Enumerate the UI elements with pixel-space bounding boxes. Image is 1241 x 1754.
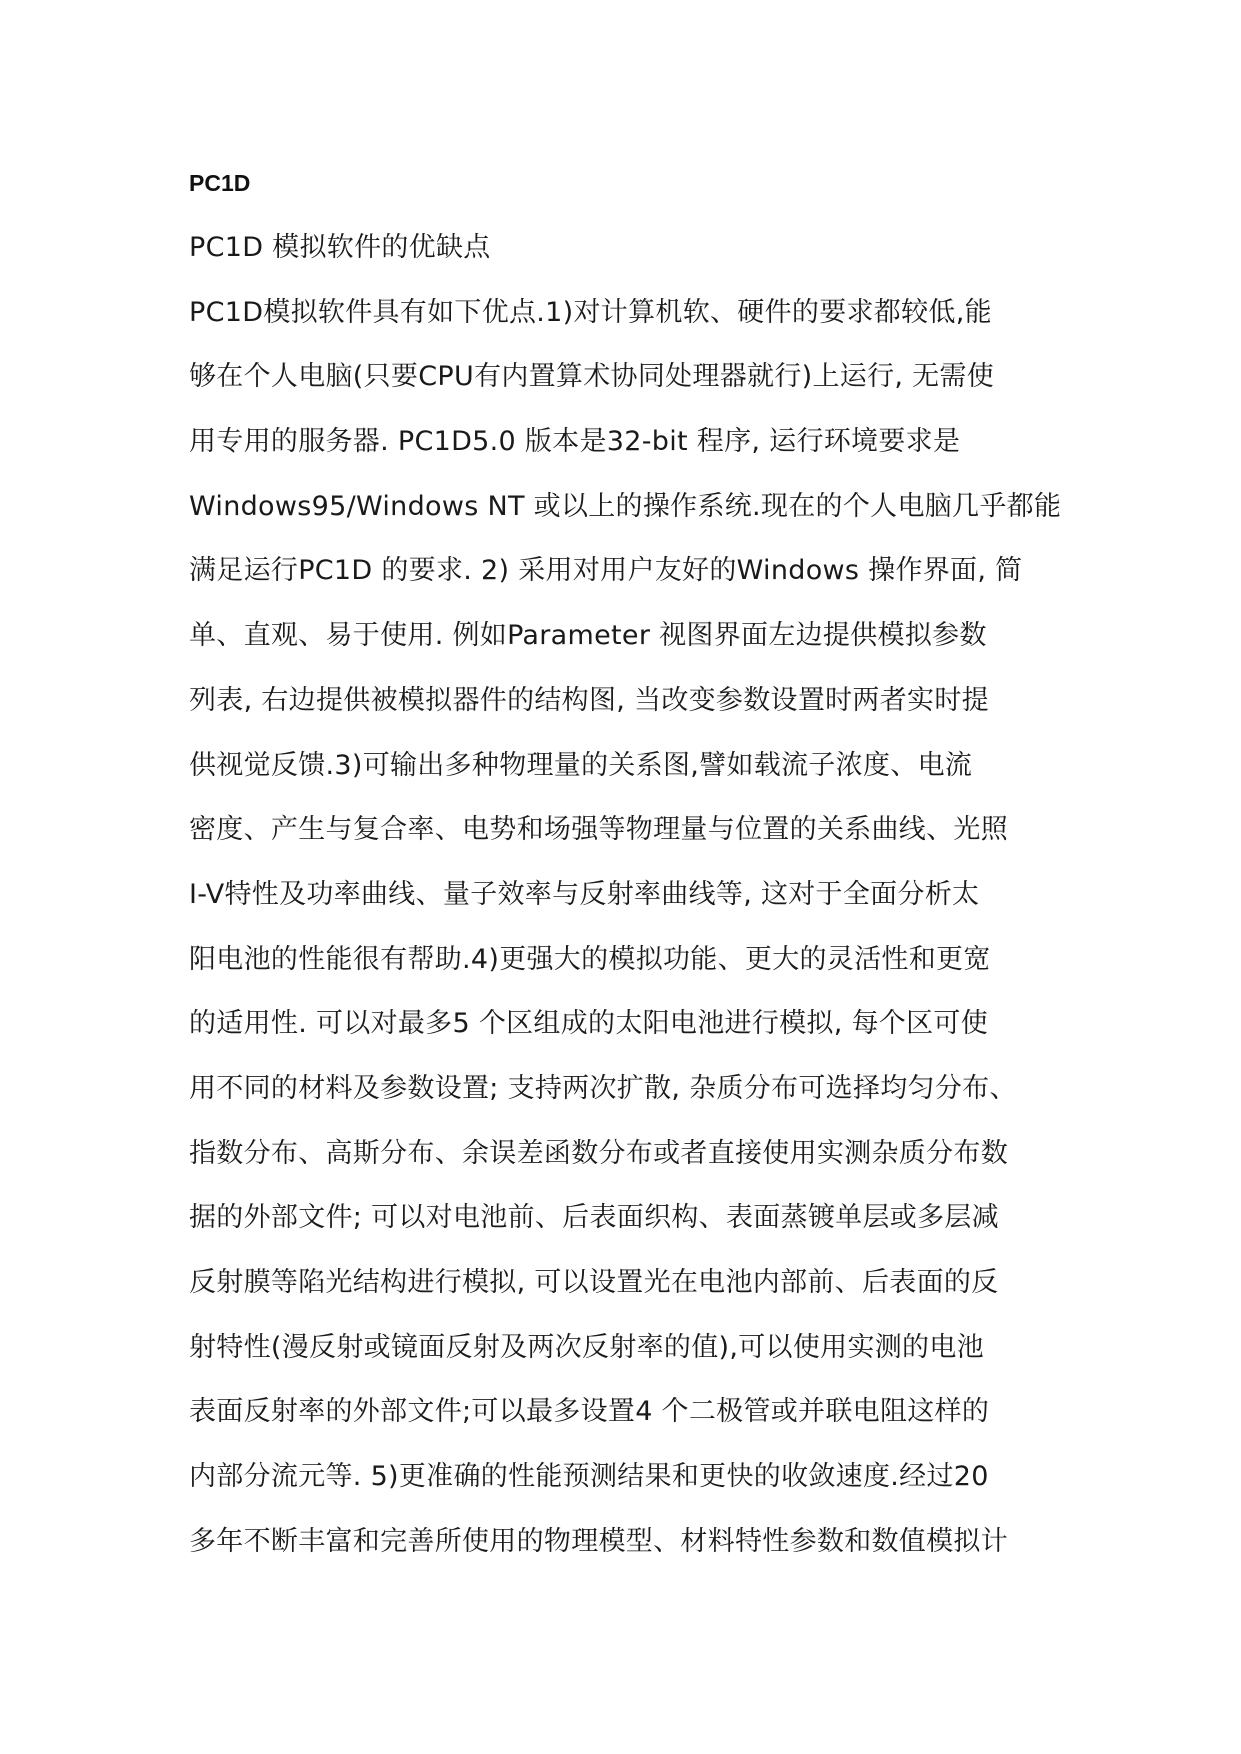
body-line: 列表, 右边提供被模拟器件的结构图, 当改变参数设置时两者实时提 xyxy=(189,684,989,716)
body-line: 够在个人电脑(只要CPU有内置算术协同处理器就行)上运行, 无需使 xyxy=(189,361,995,393)
body-line: 的适用性. 可以对最多5 个区组成的太阳电池进行模拟, 每个区可使 xyxy=(189,1008,988,1040)
body-line: 供视觉反馈.3)可输出多种物理量的关系图,譬如载流子浓度、电流 xyxy=(189,749,973,781)
body-line: 内部分流元等. 5)更准确的性能预测结果和更快的收敛速度.经过20 xyxy=(189,1461,989,1493)
body-line: 据的外部文件; 可以对电池前、后表面织构、表面蒸镀单层或多层减 xyxy=(189,1202,999,1234)
body-line: 表面反射率的外部文件;可以最多设置4 个二极管或并联电阻这样的 xyxy=(189,1396,990,1428)
document-heading: PC1D xyxy=(189,170,251,196)
body-line: 单、直观、易于使用. 例如Parameter 视图界面左边提供模拟参数 xyxy=(189,620,987,652)
body-line: 反射膜等陷光结构进行模拟, 可以设置光在电池内部前、后表面的反 xyxy=(189,1267,999,1298)
body-line: 多年不断丰富和完善所使用的物理模型、材料特性参数和数值模拟计 xyxy=(189,1525,1008,1557)
body-line: Windows95/Windows NT 或以上的操作系统.现在的个人电脑几乎都能 xyxy=(189,490,1062,522)
body-line: PC1D模拟软件具有如下优点.1)对计算机软、硬件的要求都较低,能 xyxy=(189,296,992,328)
body-line: 密度、产生与复合率、电势和场强等物理量与位置的关系曲线、光照 xyxy=(189,814,1008,846)
body-line: 阳电池的性能很有帮助.4)更强大的模拟功能、更大的灵活性和更宽 xyxy=(189,943,991,975)
document-subtitle: PC1D 模拟软件的优缺点 xyxy=(189,232,491,263)
body-line: 满足运行PC1D 的要求. 2) 采用对用户友好的Windows 操作界面, 简 xyxy=(189,555,1023,587)
body-line: 射特性(漫反射或镜面反射及两次反射率的值),可以使用实测的电池 xyxy=(189,1331,984,1363)
document-body xyxy=(189,228,1089,1586)
body-line: 用专用的服务器. PC1D5.0 版本是32-bit 程序, 运行环境要求是 xyxy=(189,426,961,458)
body-line: 用不同的材料及参数设置; 支持两次扩散, 杂质分布可选择均匀分布、 xyxy=(189,1072,1017,1104)
body-line: I-V特性及功率曲线、量子效率与反射率曲线等, 这对于全面分析太 xyxy=(189,878,980,910)
body-line: 指数分布、高斯分布、余误差函数分布或者直接使用实测杂质分布数 xyxy=(189,1137,1008,1169)
